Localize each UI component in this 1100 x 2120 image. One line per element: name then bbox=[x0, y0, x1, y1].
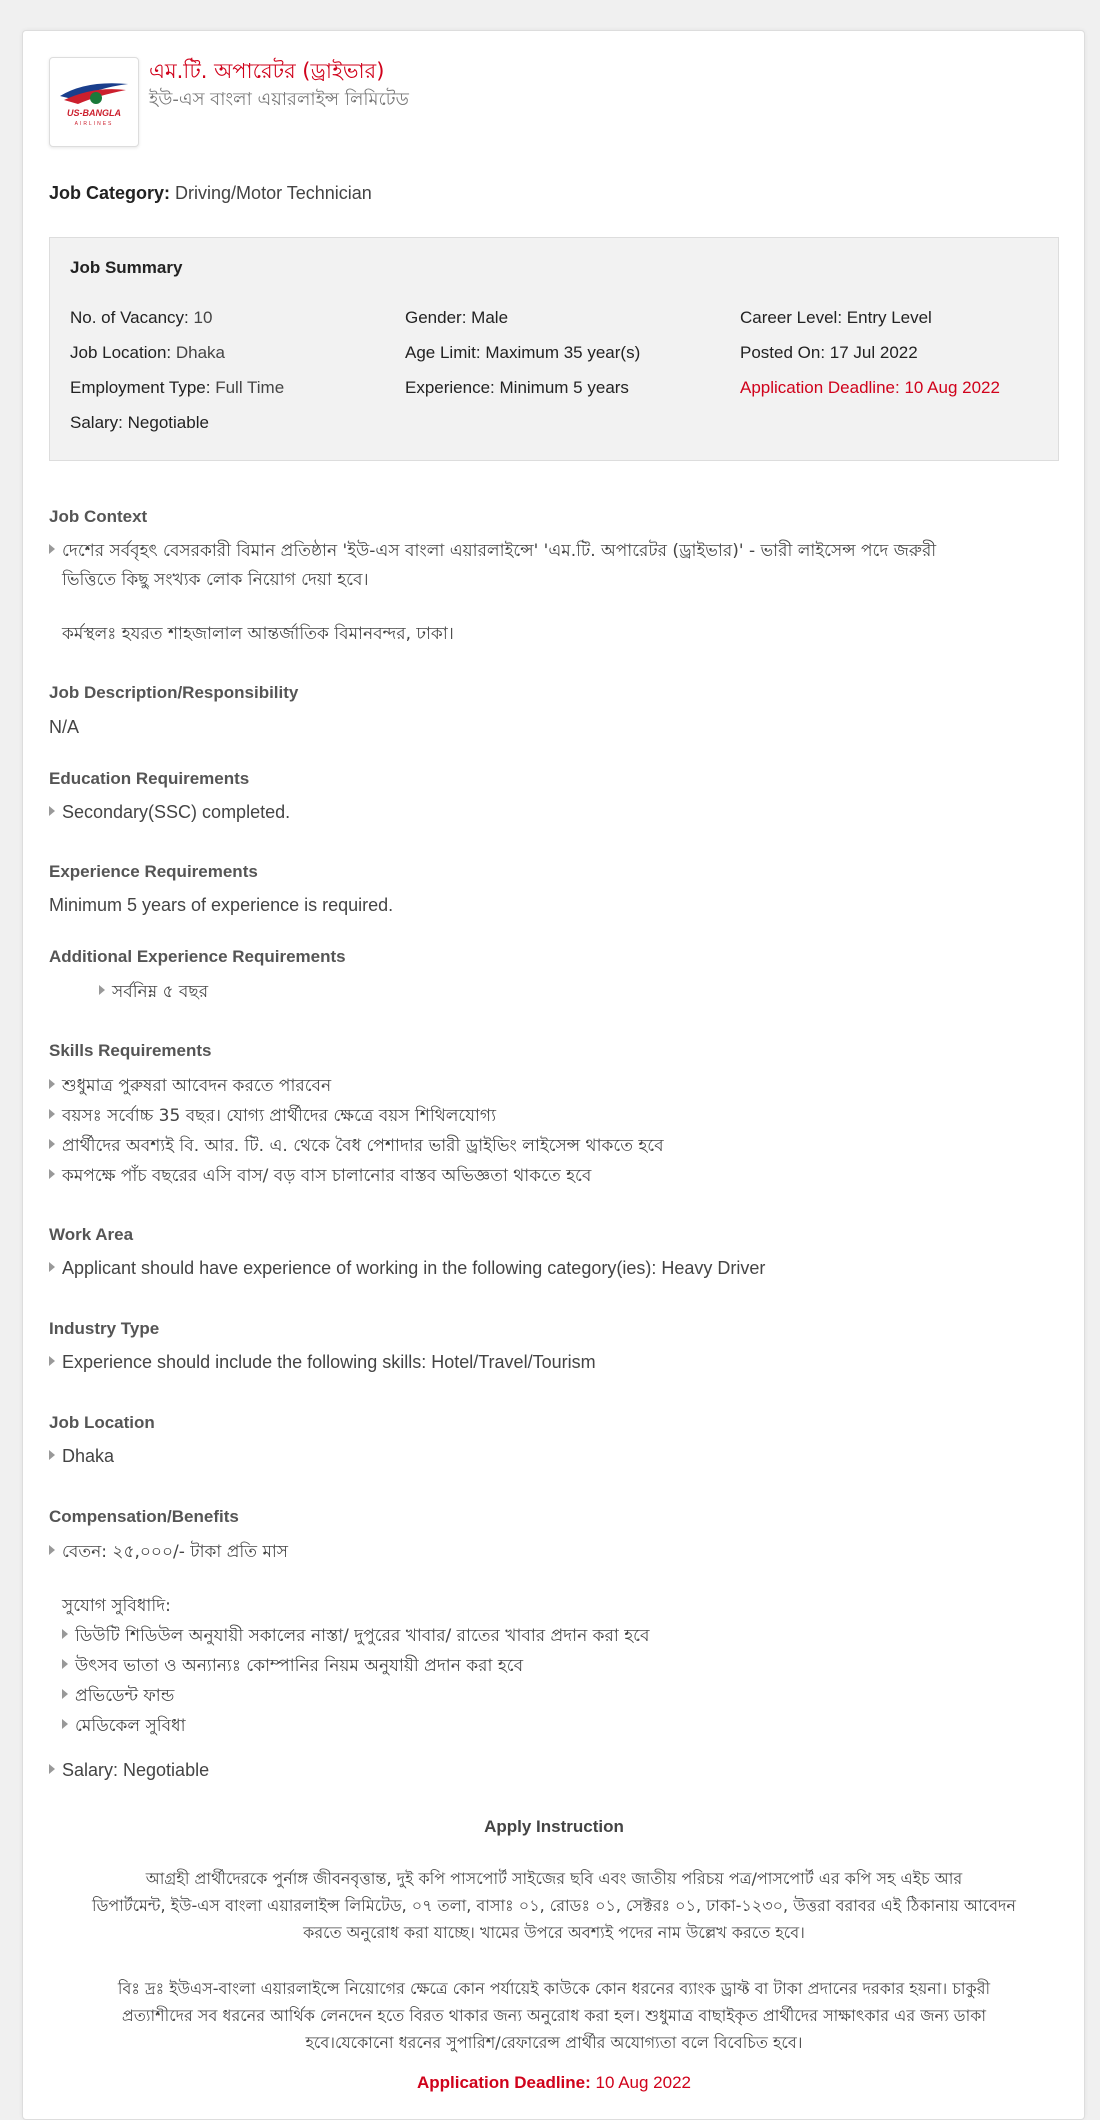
work-area-heading: Work Area bbox=[49, 1225, 134, 1244]
work-area-text: Applicant should have experience of working in the following category(ies): Heavy Driver bbox=[62, 1258, 766, 1278]
company-logo bbox=[49, 57, 139, 147]
education-heading: Education Requirements bbox=[49, 769, 250, 788]
employment-label: Employment Type: bbox=[70, 378, 211, 397]
summary-location bbox=[70, 343, 225, 363]
deadline-label: Application Deadline: bbox=[740, 378, 900, 397]
benefits-title: সুযোগ সুবিধাদি: bbox=[62, 1596, 171, 1616]
job-description-value: N/A bbox=[49, 717, 80, 737]
summary-experience bbox=[405, 378, 629, 398]
benefit-item bbox=[62, 1713, 186, 1741]
apply-p2-line-3: হবে।যেকোনো ধরনের সুপারিশ/রেফারেন্স প্রার্থীর অযোগ্যতা বলে বিবেচিত হবে। bbox=[305, 2033, 803, 2052]
additional-experience-text: সর্বনিম্ন ৫ বছর bbox=[112, 982, 209, 1002]
bullet-icon bbox=[49, 1139, 55, 1149]
job-context-heading: Job Context bbox=[49, 507, 148, 526]
bullet-icon bbox=[49, 1262, 55, 1272]
skills-item bbox=[49, 1073, 331, 1101]
skills-item bbox=[49, 1103, 496, 1131]
job-context-line-1 bbox=[49, 538, 936, 566]
salary-value: Negotiable bbox=[127, 413, 209, 432]
skills-text: প্রার্থীদের অবশ্যই বি. আর. টি. এ. থেকে বৈধ পেশাদার ভারী ড্রাইভিং লাইসেন্স থাকতে হবে bbox=[62, 1136, 664, 1156]
job-category-value: Driving/Motor Technician bbox=[175, 183, 372, 203]
salary-negotiable-text: Salary: Negotiable bbox=[62, 1760, 210, 1780]
industry-text: Experience should include the following skills: Hotel/Travel/Tourism bbox=[62, 1352, 596, 1372]
skills-item bbox=[49, 1163, 591, 1191]
career-label: Career Level: bbox=[740, 308, 843, 327]
bullet-icon bbox=[62, 1659, 68, 1669]
bullet-icon bbox=[49, 806, 55, 816]
age-label: Age Limit: bbox=[405, 343, 481, 362]
job-description-heading: Job Description/Responsibility bbox=[49, 683, 299, 702]
benefit-text: ডিউটি শিডিউল অনুযায়ী সকালের নাস্তা/ দুপুরের খাবার/ রাতের খাবার প্রদান করা হবে bbox=[75, 1626, 650, 1646]
apply-p1-line-2: ডিপার্টমেন্ট, ইউ-এস বাংলা এয়ারলাইন্স লিমিটেড, ০৭ তলা, বাসাঃ ০১, রোডঃ ০১, সেক্টরঃ ০১, ঢাকা-১২৩০, উত্তরা বরাবর এই ঠিকানায় আবেদন bbox=[92, 1896, 1016, 1915]
experience-value: Minimum 5 years of experience is required. bbox=[49, 895, 394, 915]
apply-deadline-value: 10 Aug 2022 bbox=[595, 2073, 691, 2092]
apply-deadline bbox=[49, 2073, 1059, 2093]
skills-text: শুধুমাত্র পুরুষরা আবেদন করতে পারবেন bbox=[62, 1076, 332, 1096]
apply-deadline-label: Application Deadline: bbox=[416, 2073, 591, 2092]
age-value: Maximum 35 year(s) bbox=[485, 343, 641, 362]
job-location-item bbox=[49, 1446, 114, 1467]
gender-value: Male bbox=[471, 308, 509, 327]
job-category bbox=[49, 183, 372, 204]
experience-heading: Experience Requirements bbox=[49, 862, 258, 881]
employment-value: Full Time bbox=[215, 378, 285, 397]
industry-item bbox=[49, 1352, 596, 1373]
job-title: এম.টি. অপারেটর (ড্রাইভার) bbox=[149, 59, 385, 83]
apply-heading: Apply Instruction bbox=[484, 1817, 624, 1836]
company-name: ইউ-এস বাংলা এয়ারলাইন্স লিমিটেড bbox=[149, 89, 409, 110]
experience-label: Experience: bbox=[405, 378, 495, 397]
gender-label: Gender: bbox=[405, 308, 467, 327]
svg-text:US-BANGLA: US-BANGLA bbox=[67, 108, 121, 118]
posted-value: 17 Jul 2022 bbox=[829, 343, 918, 362]
skills-heading: Skills Requirements bbox=[49, 1041, 212, 1060]
additional-experience-item bbox=[99, 979, 208, 1007]
summary-employment bbox=[70, 378, 284, 398]
apply-paragraph-2 bbox=[49, 1975, 1059, 2056]
benefit-text: উৎসব ভাতা ও অন্যান্যঃ কোম্পানির নিয়ম অনুযায়ী প্রদান করা হবে bbox=[75, 1656, 524, 1676]
skills-item bbox=[49, 1133, 664, 1161]
job-location-text: Dhaka bbox=[62, 1446, 115, 1466]
airline-logo-icon bbox=[56, 74, 132, 130]
education-text: Secondary(SSC) completed. bbox=[62, 802, 291, 822]
job-context-text-1: দেশের সর্ববৃহৎ বেসরকারী বিমান প্রতিষ্ঠান 'ইউ-এস বাংলা এয়ারলাইন্সে' 'এম.টি. অপারেটর (ড্রাইভার)' - ভারী লাইসেন্স পদে জরুরী bbox=[62, 541, 937, 561]
benefit-text: মেডিকেল সুবিধা bbox=[75, 1716, 186, 1736]
job-summary-title: Job Summary bbox=[70, 258, 183, 277]
apply-p1-line-1: আগ্রহী প্রার্থীদেরকে পুর্নাঙ্গ জীবনবৃত্তান্ত, দুই কপি পাসপোর্ট সাইজের ছবি এবং জাতীয় পরিচয় পত্র/পাসপোর্ট এর কপি সহ এইচ আর bbox=[145, 1869, 963, 1888]
benefit-text: প্রভিডেন্ট ফান্ড bbox=[75, 1686, 175, 1706]
skills-text: কমপক্ষে পাঁচ বছরের এসি বাস/ বড় বাস চালানোর বাস্তব অভিজ্ঞতা থাকতে হবে bbox=[62, 1166, 592, 1186]
summary-posted bbox=[740, 343, 918, 363]
job-category-label: Job Category: bbox=[49, 183, 171, 203]
bullet-icon bbox=[62, 1629, 68, 1639]
bullet-icon bbox=[62, 1689, 68, 1699]
bullet-icon bbox=[49, 1764, 55, 1774]
salary-label: Salary: bbox=[70, 413, 123, 432]
apply-p2-line-1: বিঃ দ্রঃ ইউএস-বাংলা এয়ারলাইন্সে নিয়োগের ক্ষেত্রে কোন পর্যায়েই কাউকে কোন ধরনের ব্যাংক ড্রাফ্ট বা টাকা প্রদানের দরকার হয়না। চাকুরী bbox=[117, 1979, 991, 1998]
compensation-salary-text: বেতন: ২৫,০০০/- টাকা প্রতি মাস bbox=[62, 1542, 289, 1562]
job-card bbox=[22, 30, 1085, 2120]
job-location-heading: Job Location bbox=[49, 1413, 155, 1432]
benefit-item bbox=[62, 1683, 174, 1711]
summary-salary bbox=[70, 413, 209, 433]
apply-paragraph-1 bbox=[49, 1865, 1059, 1946]
industry-heading: Industry Type bbox=[49, 1319, 160, 1338]
compensation-salary-negotiable bbox=[49, 1760, 209, 1781]
vacancy-label: No. of Vacancy: bbox=[70, 308, 189, 327]
career-value: Entry Level bbox=[846, 308, 932, 327]
job-summary-box bbox=[49, 237, 1059, 461]
bullet-icon bbox=[49, 1450, 55, 1460]
work-area-item bbox=[49, 1258, 765, 1279]
apply-p1-line-3: করতে অনুরোধ করা যাচ্ছে। খামের উপরে অবশ্যই পদের নাম উল্লেখ করতে হবে। bbox=[303, 1923, 805, 1942]
education-item bbox=[49, 802, 290, 823]
job-workplace: কর্মস্থলঃ হযরত শাহজালাল আন্তর্জাতিক বিমানবন্দর, ঢাকা। bbox=[62, 624, 454, 644]
compensation-salary bbox=[49, 1539, 288, 1567]
benefit-item bbox=[62, 1623, 649, 1651]
apply-p2-line-2: প্রত্যাশীদের সব ধরনের আর্থিক লেনদেন হতে বিরত থাকার জন্য অনুরোধ করা হল। শুধুমাত্র বাছাইকৃত প্রার্থীদের সাক্ষাৎকার এর জন্য ডাকা bbox=[121, 2006, 987, 2025]
bullet-icon bbox=[49, 1109, 55, 1119]
experience-value: Minimum 5 years bbox=[499, 378, 629, 397]
bullet-icon bbox=[62, 1719, 68, 1729]
summary-career bbox=[740, 308, 932, 328]
vacancy-value: 10 bbox=[193, 308, 213, 327]
benefit-item bbox=[62, 1653, 523, 1681]
bullet-icon bbox=[49, 544, 55, 554]
job-context-line-2: ভিত্তিতে কিছু সংখ্যক লোক নিয়োগ দেয়া হবে। bbox=[62, 570, 369, 590]
skills-text: বয়সঃ সর্বোচ্চ 35 বছর। যোগ্য প্রার্থীদের ক্ষেত্রে বয়স শিথিলযোগ্য bbox=[62, 1106, 496, 1126]
bullet-icon bbox=[49, 1079, 55, 1089]
summary-deadline bbox=[740, 378, 1000, 398]
bullet-icon bbox=[49, 1356, 55, 1366]
location-value: Dhaka bbox=[175, 343, 226, 362]
bullet-icon bbox=[49, 1169, 55, 1179]
summary-age bbox=[405, 343, 640, 363]
summary-vacancy bbox=[70, 308, 212, 328]
summary-gender bbox=[405, 308, 508, 328]
svg-text:AIRLINES: AIRLINES bbox=[74, 121, 114, 127]
deadline-value: 10 Aug 2022 bbox=[904, 378, 1000, 397]
additional-experience-heading: Additional Experience Requirements bbox=[49, 947, 346, 966]
bullet-icon bbox=[99, 985, 105, 995]
bullet-icon bbox=[49, 1545, 55, 1555]
location-label: Job Location: bbox=[70, 343, 172, 362]
compensation-heading: Compensation/Benefits bbox=[49, 1507, 239, 1526]
posted-label: Posted On: bbox=[740, 343, 826, 362]
